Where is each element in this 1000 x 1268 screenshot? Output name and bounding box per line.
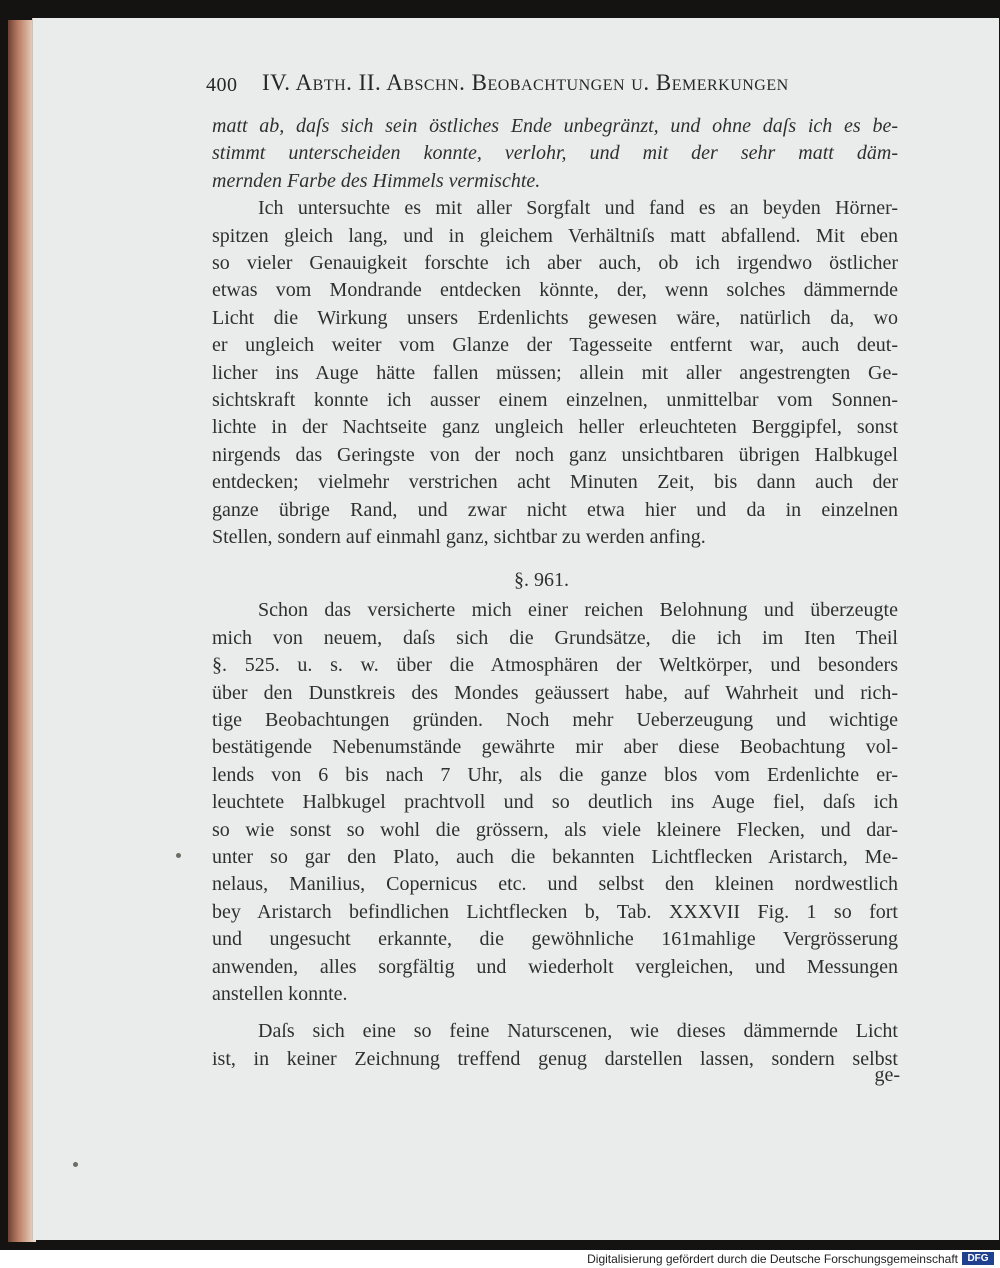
text-line: er ungleich weiter vom Glanze der Tagesseite entfernt war, auch deut- [212,334,898,356]
text-line: entdecken; vielmehr verstrichen acht Minuten Zeit, bis dann auch der [212,471,898,493]
text-line: ist, in keiner Zeichnung treffend genug darstellen lassen, sondern selbst [212,1048,898,1070]
text-line: etwas vom Mondrande entdecken könnte, der, wenn solches dämmernde [212,279,898,301]
text-line: bestätigende Nebenumstände gewährte mir aber diese Beobachtung vol- [212,736,898,758]
text-line: Ich untersuchte es mit aller Sorgfalt und fand es an beyden Hörner- [258,197,898,219]
text-line: stimmt unterscheiden konnte, verlohr, und mit der sehr matt däm- [212,142,898,164]
text-line: mernden Farbe des Himmels vermischte. [212,170,541,192]
text-line: nelaus, Manilius, Copernicus etc. und selbst den kleinen nordwestlich [212,873,898,895]
catchword: ge- [874,1064,900,1086]
text-line: tige Beobachtungen gründen. Noch mehr Ueberzeugung und wichtige [212,709,898,731]
text-line: Stellen, sondern auf einmahl ganz, sichtbar zu werden anfing. [212,526,706,548]
page-number: 400 [206,74,238,96]
text-line: licher ins Auge hätte fallen müssen; allein mit aller angestrengten Ge- [212,362,898,384]
running-head [206,68,896,108]
text-line: ganze übrige Rand, und zwar nicht etwa hier und da in einzelnen [212,499,898,521]
text-line: Licht die Wirkung unsers Erdenlichts gewesen wäre, natürlich da, wo [212,307,898,329]
footer-credit: Digitalisierung gefördert durch die Deutsche Forschungsgemeinschaft [587,1252,958,1266]
text-line: anwenden, alles sorgfältig und wiederholt vergleichen, und Messungen [212,956,898,978]
text-line: und ungesucht erkannte, die gewöhnliche 161mahlige Vergrösserung [212,928,898,950]
text-line: lends von 6 bis nach 7 Uhr, als die ganze blos vom Erdenlichte er- [212,764,898,786]
text-line: mich von neuem, daſs sich die Grundsätze, die ich im Iten Theil [212,627,898,649]
text-line: so vieler Genauigkeit forschte ich aber auch, ob ich irgendwo östlicher [212,252,898,274]
section-heading: §. 961. [514,569,569,591]
text-line: anstellen konnte. [212,983,348,1005]
paper-speck [176,853,181,858]
text-line: matt ab, daſs sich sein östliches Ende unbegränzt, und ohne daſs ich es be- [212,115,898,137]
text-line: so wie sonst so wohl die grössern, als viele kleinere Flecken, und dar- [212,819,898,841]
text-line: lichte in der Nachtseite ganz ungleich heller erleuchteten Berggipfel, sonst [212,416,898,438]
paper-speck [73,1162,78,1167]
text-line: §. 525. u. s. w. über die Atmosphären der Weltkörper, und besonders [212,654,898,676]
running-head-title: IV. Abth. II. Abschn. Beobachtungen u. Bemerkungen [262,70,789,95]
text-line: Schon das versicherte mich einer reichen Belohnung und überzeugte [258,599,898,621]
text-line: bey Aristarch befindlichen Lichtflecken b, Tab. XXXVII Fig. 1 so fort [212,901,898,923]
text-line: leuchtete Halbkugel prachtvoll und so deutlich ins Auge fiel, daſs ich [212,791,898,813]
text-line: über den Dunstkreis des Mondes geäussert habe, auf Wahrheit und rich- [212,682,898,704]
text-line: nirgends das Geringste von der noch ganz unsichtbaren übrigen Halbkugel [212,444,898,466]
dfg-logo: DFG [962,1252,994,1265]
text-line: spitzen gleich lang, und in gleichem Verhältniſs matt abfallend. Mit eben [212,225,898,247]
text-line: unter so gar den Plato, auch die bekannten Lichtflecken Aristarch, Me- [212,846,898,868]
text-line: sichtskraft konnte ich ausser einem einzelnen, unmittelbar vom Sonnen- [212,389,898,411]
text-line: Daſs sich eine so feine Naturscenen, wie dieses dämmernde Licht [258,1020,898,1042]
